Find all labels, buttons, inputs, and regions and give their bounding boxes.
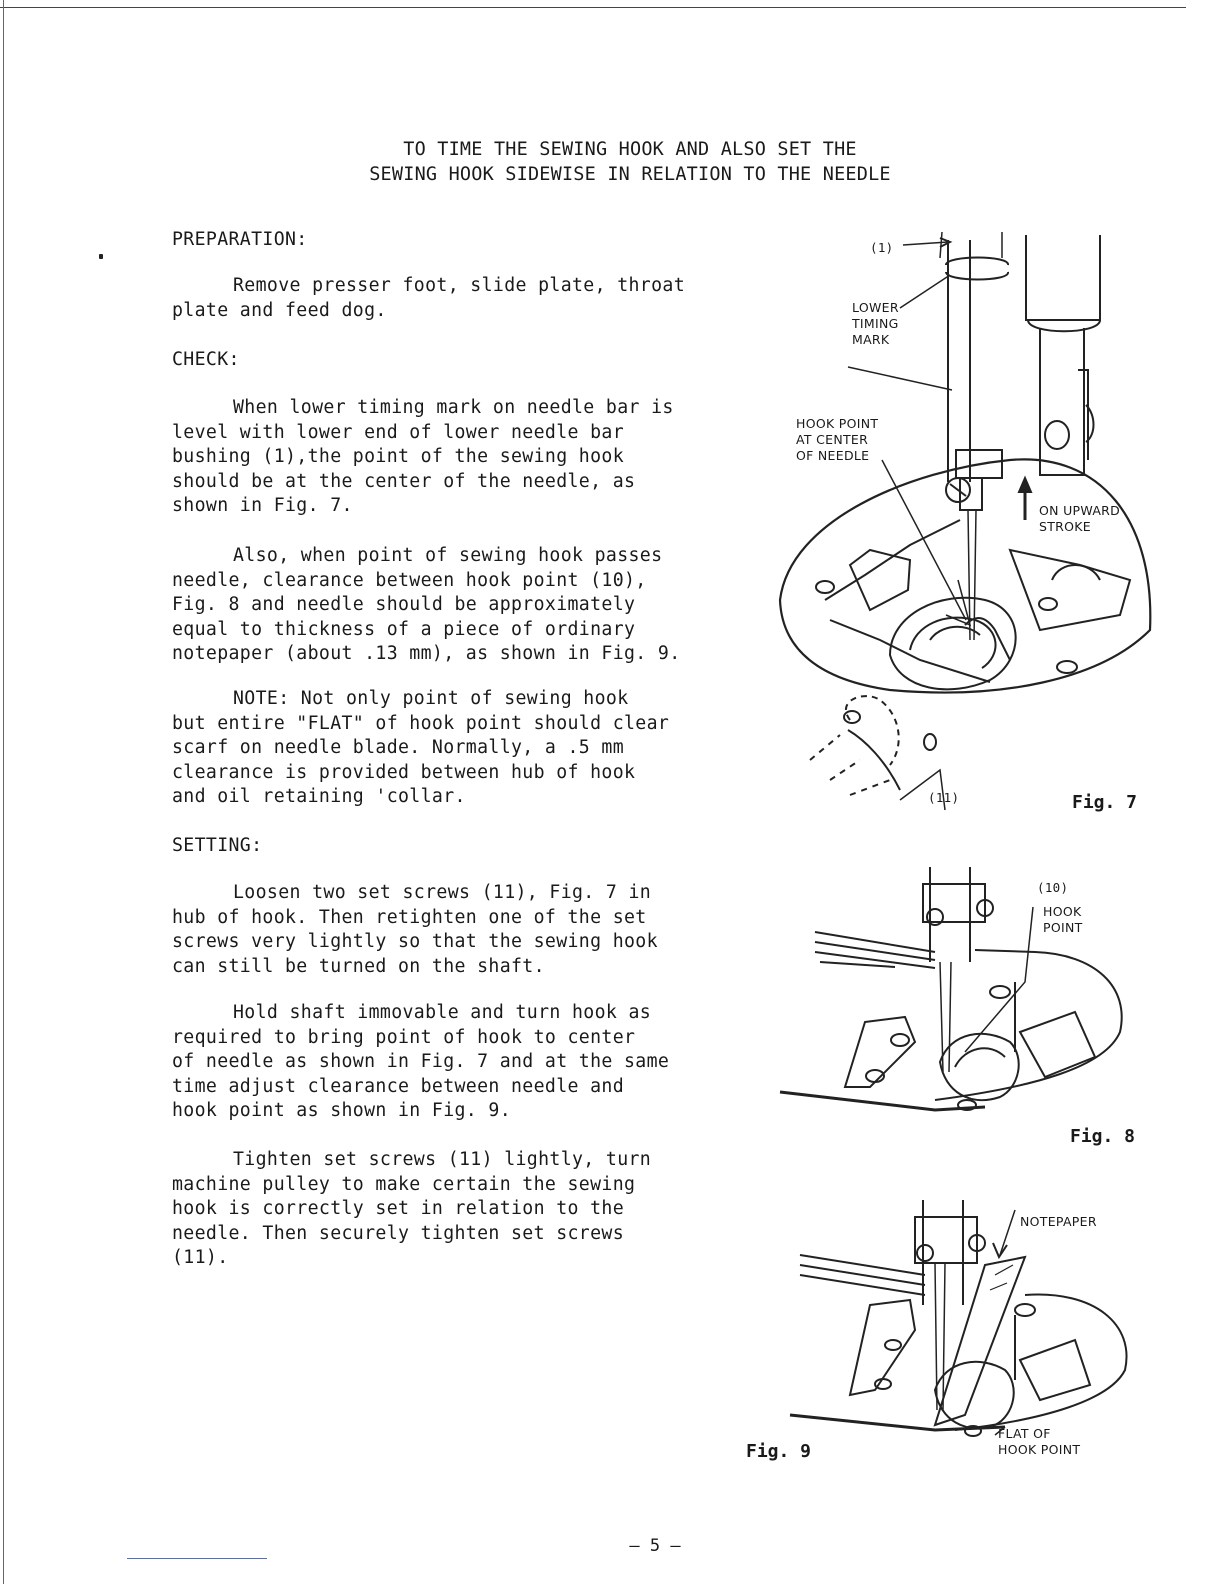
setting-paragraph-3 xyxy=(172,1148,651,1271)
fig7-callout-11: (11) xyxy=(928,790,960,805)
figure-8-illustration xyxy=(775,862,1165,1132)
label-line: OF NEEDLE xyxy=(796,448,870,463)
text-line: hub of hook. Then retighten one of the set xyxy=(172,906,647,928)
label-line: POINT xyxy=(1043,920,1083,935)
text-line: of needle as shown in Fig. 7 and at the same xyxy=(172,1051,670,1073)
label-line: TIMING xyxy=(852,316,899,331)
text-line: can still be turned on the shaft. xyxy=(172,955,545,977)
text-line: shown in Fig. 7. xyxy=(172,495,353,517)
text-line: level with lower end of lower needle bar xyxy=(172,421,624,443)
text-line: Loosen two set screws (11), Fig. 7 in xyxy=(233,882,652,903)
text-line: (11). xyxy=(172,1247,229,1269)
text-line: Remove presser foot, slide plate, throat xyxy=(233,275,685,296)
text-line: Tighten set screws (11) lightly, turn xyxy=(233,1149,652,1170)
margin-dot xyxy=(99,254,103,259)
label-line: ON UPWARD xyxy=(1039,503,1121,518)
fig7-upward-stroke-label xyxy=(1039,503,1120,535)
text-line: and oil retaining 'collar. xyxy=(172,786,466,808)
text-line: plate and feed dog. xyxy=(172,299,387,321)
label-line: HOOK POINT xyxy=(796,416,879,431)
title-line-1: TO TIME THE SEWING HOOK AND ALSO SET THE xyxy=(403,139,857,160)
fig7-callout-1: (1) xyxy=(870,240,894,255)
setting-paragraph-2 xyxy=(172,1001,669,1124)
text-line: When lower timing mark on needle bar is xyxy=(233,397,674,418)
bottom-rule xyxy=(127,1558,267,1559)
label-line: HOOK xyxy=(1043,904,1082,919)
fig8-caption: Fig. 8 xyxy=(1070,1126,1136,1147)
fig7-hook-point-label xyxy=(796,416,878,464)
preparation-heading: PREPARATION: xyxy=(172,229,308,250)
text-line: notepaper (about .13 mm), as shown in Fig. 9. xyxy=(172,643,681,665)
text-line: needle, clearance between hook point (10), xyxy=(172,569,647,591)
label-line: STROKE xyxy=(1039,519,1091,534)
label-line: LOWER xyxy=(852,300,899,315)
label-line: AT CENTER xyxy=(796,432,869,447)
left-margin-rule xyxy=(3,0,4,1584)
fig9-caption: Fig. 9 xyxy=(746,1441,812,1462)
text-line: but entire "FLAT" of hook point should clear xyxy=(172,712,670,734)
label-line: FLAT OF xyxy=(998,1426,1051,1441)
label-line: HOOK POINT xyxy=(998,1442,1081,1457)
setting-heading: SETTING: xyxy=(172,835,263,856)
text-line: machine pulley to make certain the sewing xyxy=(172,1173,636,1195)
figure-9-illustration xyxy=(785,1195,1155,1460)
fig7-lower-timing-mark-label xyxy=(852,300,899,348)
text-line: Also, when point of sewing hook passes xyxy=(233,545,663,566)
page-title xyxy=(300,137,960,187)
text-line: NOTE: Not only point of sewing hook xyxy=(233,688,629,709)
top-rule xyxy=(0,7,1186,8)
check-paragraph-2 xyxy=(172,544,681,667)
text-line: screws very lightly so that the sewing hook xyxy=(172,931,658,953)
fig7-caption: Fig. 7 xyxy=(1072,792,1138,813)
label-line: MARK xyxy=(852,332,890,347)
text-line: hook is correctly set in relation to the xyxy=(172,1198,624,1220)
fig8-callout-10: (10) xyxy=(1037,880,1069,895)
preparation-text xyxy=(172,274,685,323)
text-line: needle. Then securely tighten set screws xyxy=(172,1222,624,1244)
fig9-flat-of-hook-point-label xyxy=(998,1426,1080,1458)
text-line: equal to thickness of a piece of ordinary xyxy=(172,618,636,640)
text-line: should be at the center of the needle, as xyxy=(172,470,636,492)
text-line: hook point as shown in Fig. 9. xyxy=(172,1100,511,1122)
fig8-hook-point-label xyxy=(1043,904,1083,936)
page-number: — 5 — xyxy=(629,1536,681,1556)
text-line: clearance is provided between hub of hook xyxy=(172,761,636,783)
text-line: time adjust clearance between needle and xyxy=(172,1075,624,1097)
text-line: required to bring point of hook to center xyxy=(172,1026,636,1048)
setting-paragraph-1 xyxy=(172,881,658,979)
text-line: bushing (1),the point of the sewing hook xyxy=(172,446,624,468)
text-line: Fig. 8 and needle should be approximately xyxy=(172,594,636,616)
fig9-notepaper-label: NOTEPAPER xyxy=(1020,1214,1097,1229)
check-paragraph-1 xyxy=(172,396,674,519)
text-line: scarf on needle blade. Normally, a .5 mm xyxy=(172,737,624,759)
note-paragraph xyxy=(172,687,669,810)
text-line: Hold shaft immovable and turn hook as xyxy=(233,1002,652,1023)
title-line-2: SEWING HOOK SIDEWISE IN RELATION TO THE NEEDLE xyxy=(369,164,891,185)
check-heading: CHECK: xyxy=(172,349,240,370)
